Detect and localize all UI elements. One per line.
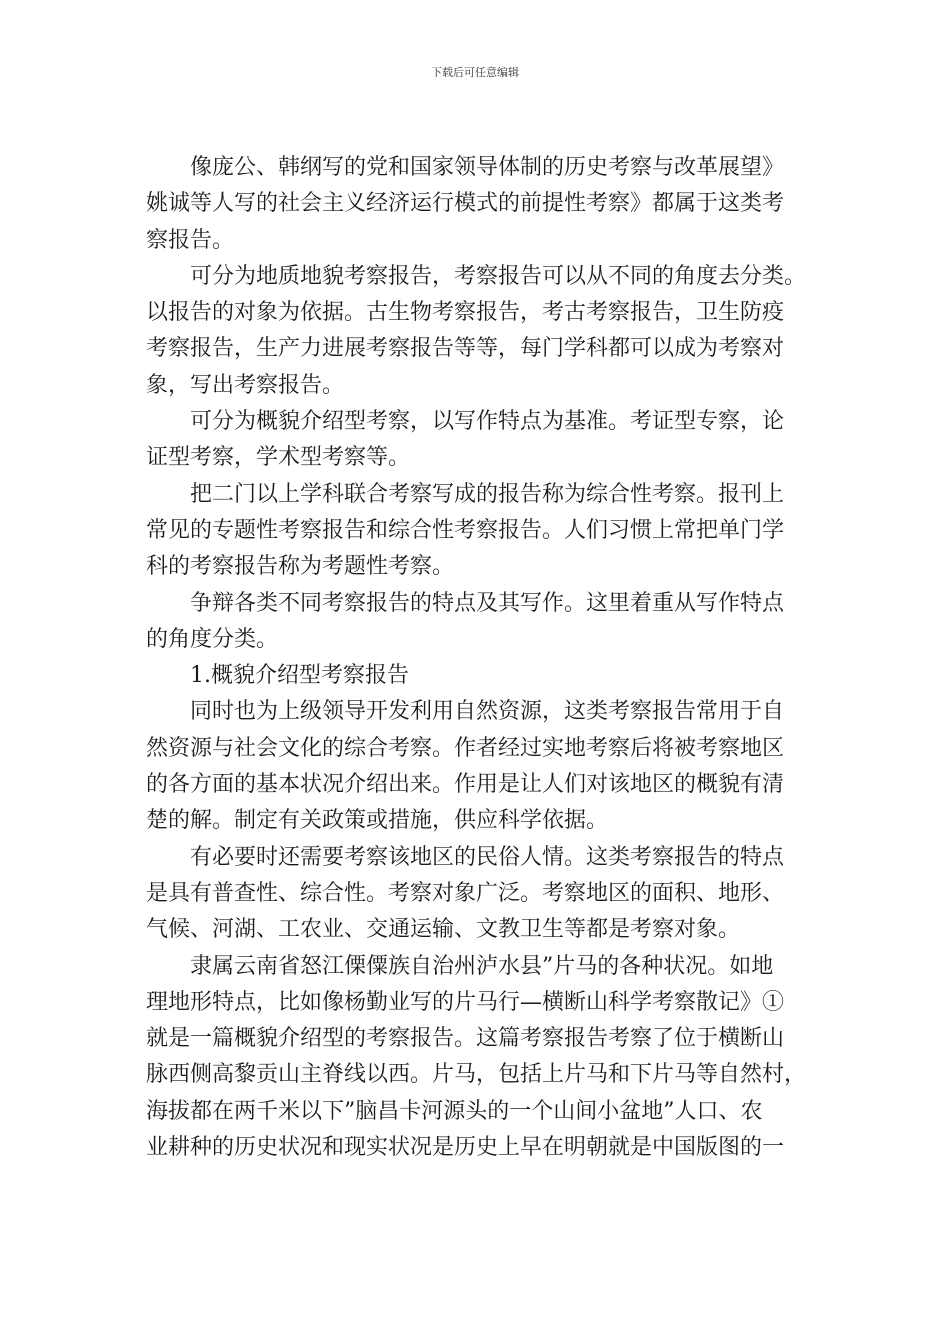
text-line: 的角度分类。 [146,626,279,652]
text-line: 隶属云南省怒江傈僳族自治州泸水县”片马的各种状况。如地 [190,953,774,979]
text-line: 争辩各类不同考察报告的特点及其写作。这里着重从写作特点 [190,590,785,616]
text-line: 的各方面的基本状况介绍出来。作用是让人们对该地区的概貌有清 [146,772,785,798]
document-body [146,150,828,1166]
text-line: 然资源与社会文化的综合考察。作者经过实地考察后将被考察地区 [146,735,785,761]
text-line: 海拔都在两千米以下”脑昌卡河源头的一个山间小盆地”人口、农 [146,1098,763,1124]
text-line: 常见的专题性考察报告和综合性考察报告。人们习惯上常把单门学 [146,517,785,543]
text-line: 业耕种的历史状况和现实状况是历史上早在明朝就是中国版图的一 [146,1135,785,1161]
text-line: 1.概貌介绍型考察报告 [190,663,409,689]
text-line: 察报告。 [146,227,235,253]
text-line: 气候、河湖、工农业、交通运输、文教卫生等都是考察对象。 [146,917,741,943]
text-line: 楚的解。制定有关政策或措施，供应科学依据。 [146,808,609,834]
text-line: 可分为地质地貌考察报告，考察报告可以从不同的角度去分类。 [190,263,807,289]
text-line: 姚诚等人写的社会主义经济运行模式的前提性考察》都属于这类考 [146,191,785,217]
text-line: 把二门以上学科联合考察写成的报告称为综合性考察。报刊上 [190,481,785,507]
text-line: 考察报告，生产力进展考察报告等等，每门学科都可以成为考察对 [146,336,785,362]
text-line: 就是一篇概貌介绍型的考察报告。这篇考察报告考察了位于横断山 [146,1026,785,1052]
text-line: 象，写出考察报告。 [146,372,345,398]
text-line: 脉西侧高黎贡山主脊线以西。片马，包括上片马和下片马等自然村， [146,1062,807,1088]
text-line: 理地形特点，比如像杨勤业写的片马行—横断山科学考察散记》① [146,989,785,1015]
text-line: 科的考察报告称为考题性考察。 [146,554,455,580]
text-line: 像庞公、韩纲写的党和国家领导体制的历史考察与改革展望》 [190,155,785,180]
text-line: 以报告的对象为依据。古生物考察报告，考古考察报告，卫生防疫 [146,300,785,326]
text-line: 同时也为上级领导开发利用自然资源，这类考察报告常用于自 [190,699,785,725]
text-line: 可分为概貌介绍型考察，以写作特点为基准。考证型专察，论 [190,409,785,435]
text-line: 是具有普查性、综合性。考察对象广泛。考察地区的面积、地形、 [146,880,785,906]
page-header: 下载后可任意编辑 [431,66,519,79]
text-line: 有必要时还需要考察该地区的民俗人情。这类考察报告的特点 [190,844,785,870]
text-line: 证型考察，学术型考察等。 [146,445,411,471]
